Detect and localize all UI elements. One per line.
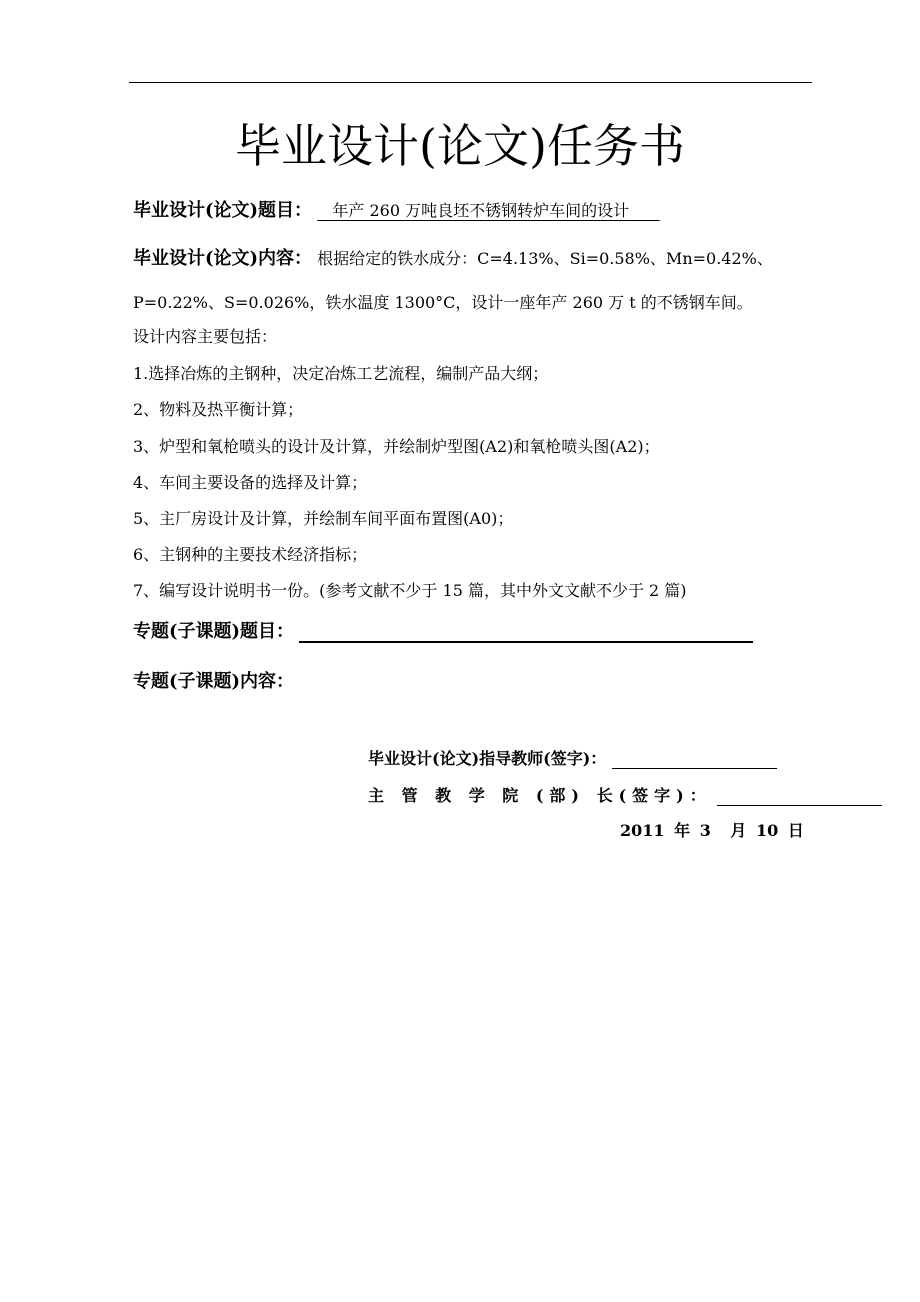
document-title: 毕业设计(论文)任务书 [235,119,685,173]
dean-signature-row [368,783,882,806]
content-label: 毕业设计(论文)内容： [133,248,313,269]
content-item-7: 7、编写设计说明书一份。(参考文献不少于 15 篇，其中外文文献不少于 2 篇) [133,581,687,600]
topic-row [133,196,660,222]
content-line-2: P=0.22%、S=0.026%，铁水温度 1300°C，设计一座年产 260 万 t 的不锈钢车间。 [133,293,753,312]
content-item-5: 5、主厂房设计及计算，并绘制车间平面布置图(A0)； [133,509,514,528]
content-row [133,244,773,270]
date-year: 2011 [620,821,665,840]
content-item-4: 4、车间主要设备的选择及计算； [133,473,368,492]
topic-label: 毕业设计(论文)题目： [133,200,313,221]
header-rule [129,82,812,83]
content-line-1: 根据给定的铁水成分：C=4.13%、Si=0.58%、Mn=0.42%、 [317,249,773,268]
content-item-1: 1.选择冶炼的主钢种，决定冶炼工艺流程，编制产品大纲； [133,364,549,383]
advisor-signature-label: 毕业设计(论文)指导教师(签字)： [368,749,607,768]
topic-value: 年产 260 万吨良坯不锈钢转炉车间的设计 [332,201,630,220]
content-item-2: 2、物料及热平衡计算； [133,400,304,419]
subtopic-title-label: 专题(子课题)题目： [133,621,295,642]
date-day: 10 [756,821,779,840]
date [620,818,808,841]
dean-signature-blank[interactable] [717,787,882,806]
date-month: 3 [699,821,711,840]
content-item-3: 3、炉型和氧枪喷头的设计及计算，并绘制炉型图(A2)和氧枪喷头图(A2)； [133,437,660,456]
advisor-signature-row [368,746,777,769]
subtopic-content-label: 专题(子课题)内容： [133,671,295,692]
advisor-signature-blank[interactable] [612,750,777,769]
subtopic-title-blank[interactable] [299,619,753,643]
content-item-6: 6、主钢种的主要技术经济指标； [133,545,368,564]
date-month-unit: 月 [730,821,747,840]
dean-signature-label: 主 管 教 学 院 (部) 长(签字)： [368,786,712,805]
subtopic-content-row [133,667,294,693]
subtopic-title-row [133,617,753,643]
date-day-unit: 日 [787,821,804,840]
content-intro: 设计内容主要包括： [133,327,278,346]
date-year-unit: 年 [674,821,691,840]
